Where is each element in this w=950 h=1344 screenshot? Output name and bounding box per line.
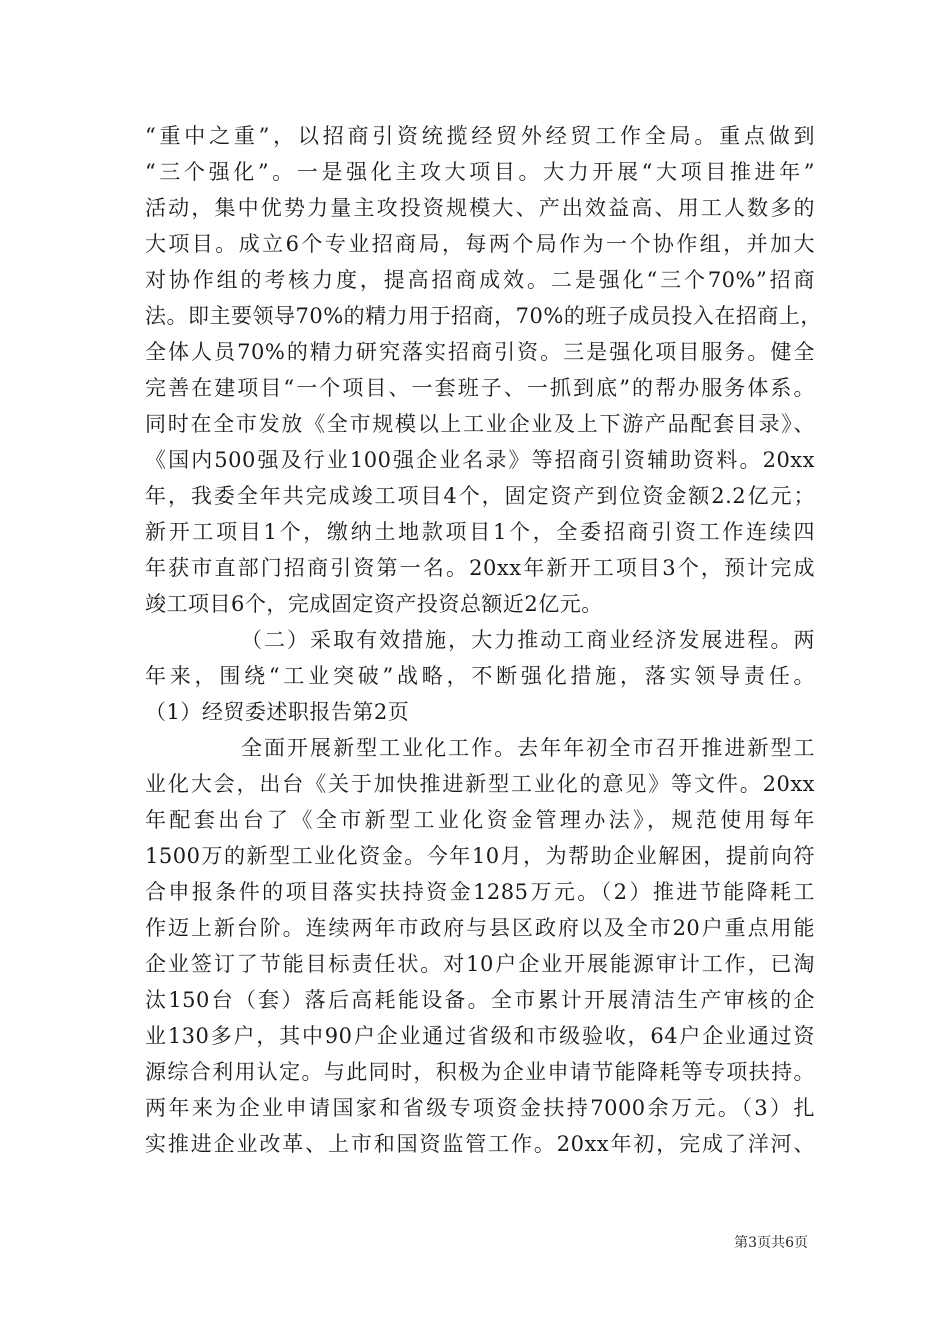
text-line: 完善在建项目“一个项目、一套班子、一抓到底”的帮办服务体系。 [145,376,815,400]
text-line: 大项目。成立6个专业招商局，每两个局作为一个协作组，并加大 [145,232,815,256]
text-line: 全体人员70%的精力研究落实招商引资。三是强化项目服务。健全 [145,340,815,364]
paragraph-start-line: 全面开展新型工业化工作。去年年初全市召开推进新型工 [241,736,815,760]
text-line: 《国内500强及行业100强企业名录》等招商引资辅助资料。20xx [145,448,815,472]
text-line: 合申报条件的项目落实扶持资金1285万元。（2）推进节能降耗工 [145,880,815,904]
text-line: 实推进企业改革、上市和国资监管工作。20xx年初，完成了洋河、 [145,1132,815,1156]
text-line: 年，我委全年共完成竣工项目4个，固定资产到位资金额2.2亿元； [145,484,815,508]
text-line: 年获市直部门招商引资第一名。20xx年新开工项目3个，预计完成 [145,556,815,580]
text-line: 企业签订了节能目标责任状。对10户企业开展能源审计工作，已淘 [145,952,815,976]
text-line: 作迈上新台阶。连续两年市政府与县区政府以及全市20户重点用能 [145,916,815,940]
text-line: 汰150台（套）落后高耗能设备。全市累计开展清洁生产审核的企 [145,988,815,1012]
page-number-footer: 第3页共6页 [734,1235,808,1251]
text-line: 对协作组的考核力度，提高招商成效。二是强化“三个70%”招商 [145,268,815,292]
section-heading-line: （1）经贸委述职报告第2页 [145,700,410,724]
text-line: 1500万的新型工业化资金。今年10月，为帮助企业解困，提前向符 [145,844,815,868]
text-line: “三个强化”。一是强化主攻大项目。大力开展“大项目推进年” [145,160,815,184]
text-line: 两年来为企业申请国家和省级专项资金扶持7000余万元。（3）扎 [145,1096,815,1120]
text-line: 业130多户，其中90户企业通过省级和市级验收，64户企业通过资 [145,1024,815,1048]
document-body [145,118,822,1162]
text-line: 竣工项目6个，完成固定资产投资总额近2亿元。 [145,592,603,616]
text-line: 法。即主要领导70%的精力用于招商，70%的班子成员投入在招商上， [145,304,822,328]
text-line: 活动，集中优势力量主攻投资规模大、产出效益高、用工人数多的 [145,196,815,220]
text-line: “重中之重”，以招商引资统揽经贸外经贸工作全局。重点做到 [145,124,815,148]
text-line: 新开工项目1个，缴纳土地款项目1个，全委招商引资工作连续四 [145,520,815,544]
text-line: 源综合利用认定。与此同时，积极为企业申请节能降耗等专项扶持。 [145,1060,815,1084]
text-line: 业化大会，出台《关于加快推进新型工业化的意见》等文件。20xx [145,772,815,796]
text-line: 年配套出台了《全市新型工业化资金管理办法》，规范使用每年 [145,808,815,832]
text-line: 同时在全市发放《全市规模以上工业企业及上下游产品配套目录》、 [145,412,815,436]
text-line: 年来，围绕“工业突破”战略，不断强化措施，落实领导责任。 [145,664,815,688]
paragraph-start-line: （二）采取有效措施，大力推动工商业经济发展进程。两 [241,628,815,652]
